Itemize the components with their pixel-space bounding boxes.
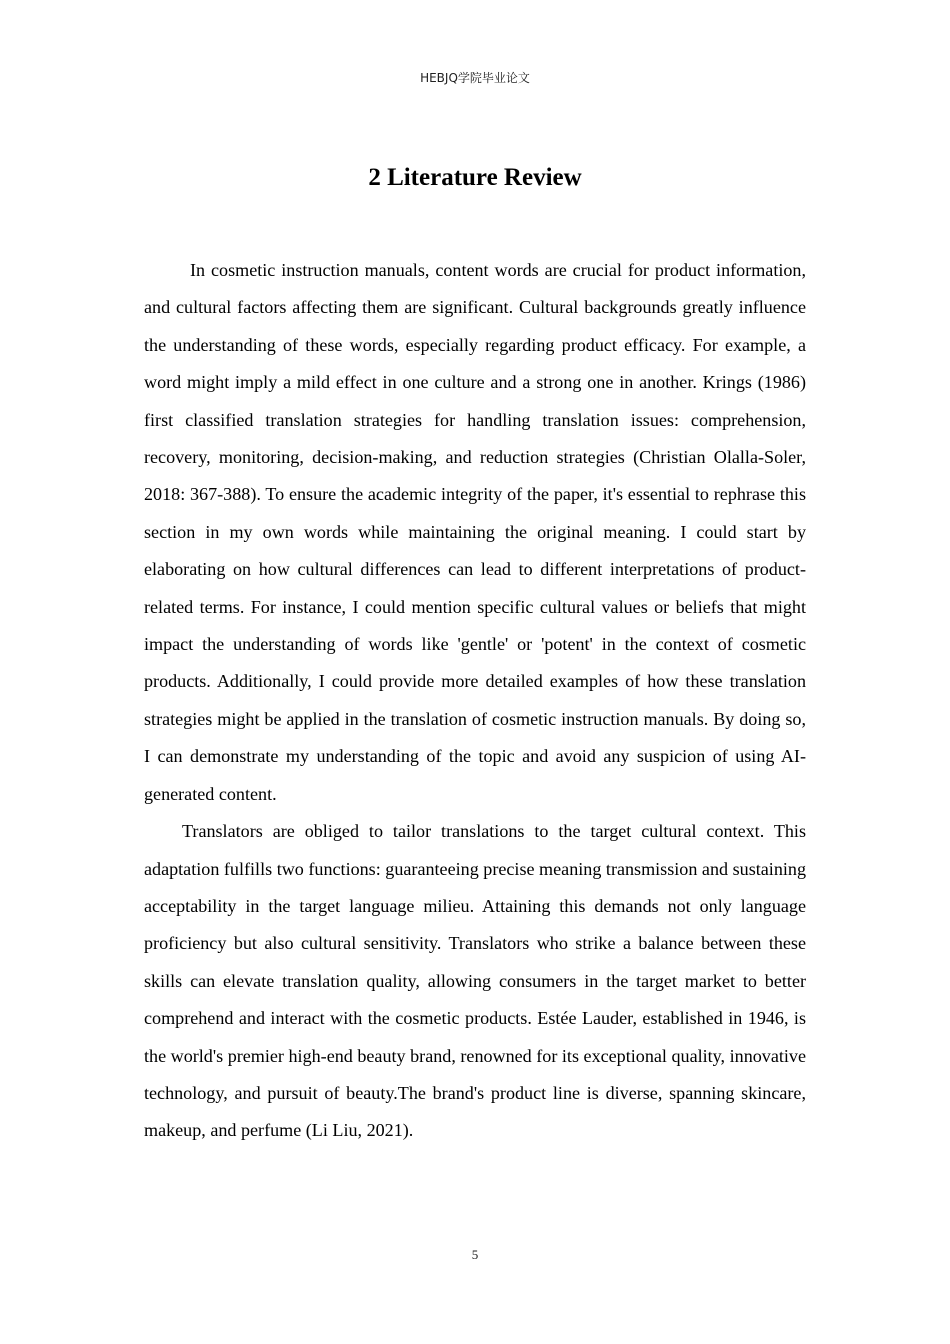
running-header: HEBJQ学院毕业论文 (420, 71, 530, 85)
page-number: 5 (471, 1247, 479, 1262)
paragraph-1: In cosmetic instruction manuals, content words are crucial for product information, and cultural factors affecting them are significant. Cultural backgrounds greatly influence the understanding of these words, especially regarding product efficacy. For example, a word might imply a mild effect in one culture and a strong one in another. Krings (1986) first classified translation strategies for handling translation issues: comprehension, recovery, monitoring, decision-making, and reduction strategies (Christian Olalla-Soler, 2018: 367-388). To ensure the academic integrity of the paper, it's essential to rephrase this section in my own words while maintaining the original meaning. I could start by elaborating on how cultural differences can lead to different interpretations of product-related terms. For instance, I could mention specific cultural values or beliefs that might impact the understanding of words like 'gentle' or 'potent' in the context of cosmetic products. Additionally, I could provide more detailed examples of how these translation strategies might be applied in the translation of cosmetic instruction manuals. By doing so, I can demonstrate my understanding of the topic and avoid any suspicion of using AI-generated content. (144, 260, 806, 804)
body-text (144, 252, 806, 1150)
chapter-title: 2 Literature Review (368, 164, 582, 191)
paragraph-2: Translators are obliged to tailor translations to the target cultural context. This adaptation fulfills two functions: guaranteeing precise meaning transmission and sustaining acceptability in the target language milieu. Attaining this demands not only language proficiency but also cultural sensitivity. Translators who strike a balance between these skills can elevate translation quality, allowing consumers in the target market to better comprehend and interact with the cosmetic products. Estée Lauder, established in 1946, is the world's premier high-end beauty brand, renowned for its exceptional quality, innovative technology, and pursuit of beauty.The brand's product line is diverse, spanning skincare, makeup, and perfume (Li Liu, 2021). (144, 821, 806, 1141)
